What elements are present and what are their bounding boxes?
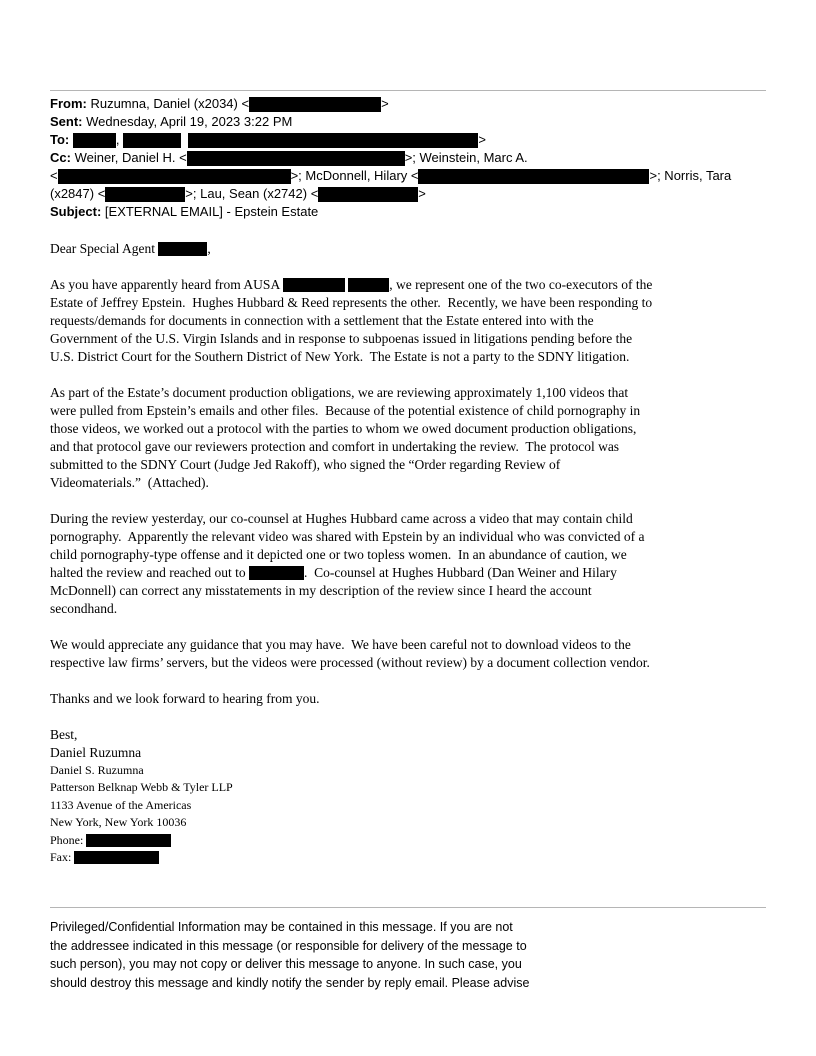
text-line: halted the review and reached out to . Co-counsel at Hughes Hubbard (Dan Weiner and Hilary: [50, 565, 617, 580]
text-line: submitted to the SDNY Court (Judge Jed Rakoff), who signed the “Order regarding Review of: [50, 457, 561, 472]
redaction-bar: [105, 187, 185, 202]
paragraph-5: [50, 690, 816, 708]
text-line: secondhand.: [50, 601, 118, 616]
text-line: 1133 Avenue of the Americas: [50, 797, 192, 812]
redaction-bar: [249, 97, 381, 112]
text-line: Fax:: [50, 849, 816, 866]
text-line: Patterson Belknap Webb & Tyler LLP: [50, 780, 233, 795]
text-line: New York, New York 10036: [50, 815, 187, 830]
text-line: As you have apparently heard from AUSA , we represent one of the two co-executors of the: [50, 277, 653, 292]
signature-block: [50, 762, 816, 866]
redaction-bar: [74, 851, 159, 864]
redaction-bar: [86, 834, 171, 847]
text-line: pornography. Apparently the relevant video was shared with Epstein by an individual who was convicted of a: [50, 529, 645, 544]
paragraph-4: [50, 636, 816, 672]
text-line: To: , >: [50, 132, 486, 147]
text-line: Thanks and we look forward to hearing from you.: [50, 691, 320, 706]
text-line: Government of the U.S. Virgin Islands and in response to subpoenas issued in litigations pending before the: [50, 331, 633, 346]
text-line: U.S. District Court for the Southern District of New York. The Estate is not a party to the SDNY litigation.: [50, 349, 630, 364]
text-line: Cc: Weiner, Daniel H. < >; Weinstein, Marc A.: [50, 150, 528, 165]
text-line: such person), you may not copy or deliver this message to anyone. In such case, you: [50, 957, 522, 972]
text-line: McDonnell) can correct any misstatements in my description of the review since I heard the account: [50, 583, 592, 598]
redaction-bar: [188, 133, 478, 148]
closing: [50, 726, 816, 762]
text-line: During the review yesterday, our co-counsel at Hughes Hubbard came across a video that may contain child: [50, 511, 633, 526]
paragraph-1: [50, 276, 816, 366]
redaction-bar: [58, 169, 291, 184]
text-line: child pornography-type offense and it depicted one or two topless women. In an abundance of caution, we: [50, 547, 627, 562]
redaction-bar: [187, 151, 405, 166]
field-label: Cc:: [50, 150, 71, 165]
redaction-bar: [123, 133, 181, 148]
text-line: Best,: [50, 727, 78, 742]
footer-disclaimer: [50, 918, 816, 992]
text-line: and that protocol gave our reviewers protection and comfort in undertaking the review. The protocol was: [50, 439, 620, 454]
redaction-bar: [348, 278, 389, 292]
text-line: Subject: [EXTERNAL EMAIL] - Epstein Estate: [50, 204, 319, 219]
text-line: We would appreciate any guidance that you may have. We have been careful not to download videos to the: [50, 637, 631, 652]
text-line: Sent: Wednesday, April 19, 2023 3:22 PM: [50, 114, 293, 129]
text-line: should destroy this message and kindly notify the sender by reply email. Please advise: [50, 975, 530, 990]
paragraph-3: [50, 510, 816, 618]
text-line: Daniel S. Ruzumna: [50, 763, 144, 777]
text-line: As part of the Estate’s document production obligations, we are reviewing approximately 1,100 videos that: [50, 385, 629, 400]
salutation: [50, 240, 816, 258]
text-line: were pulled from Epstein’s emails and other files. Because of the potential existence of child pornography in: [50, 403, 641, 418]
text-line: < >; McDonnell, Hilary < >; Norris, Tara: [50, 168, 732, 183]
email-body: [50, 240, 816, 866]
text-line: Daniel Ruzumna: [50, 745, 142, 760]
text-line: Videomaterials.” (Attached).: [50, 475, 209, 490]
email-header: [50, 95, 816, 221]
field-label: To:: [50, 132, 70, 147]
text-line: requests/demands for documents in connection with a settlement that the Estate entered into with the: [50, 313, 594, 328]
text-line: the addressee indicated in this message (or responsible for delivery of the message to: [50, 938, 527, 953]
field-label: Sent:: [50, 114, 83, 129]
text-line: respective law firms’ servers, but the videos were processed (without review) by a document collection vendor.: [50, 655, 650, 670]
redaction-bar: [73, 133, 116, 148]
text-line: those videos, we worked out a protocol with the parties to whom we owed document production obligations,: [50, 421, 637, 436]
redaction-bar: [318, 187, 418, 202]
footer-rule: [50, 907, 766, 908]
text-line: Estate of Jeffrey Epstein. Hughes Hubbard & Reed represents the other. Recently, we have been responding to: [50, 295, 653, 310]
field-label: Subject:: [50, 204, 102, 219]
text-line: Dear Special Agent ,: [50, 241, 211, 256]
redaction-bar: [418, 169, 649, 184]
redaction-bar: [283, 278, 345, 292]
text-line: From: Ruzumna, Daniel (x2034) < >: [50, 96, 389, 111]
redaction-bar: [249, 566, 304, 580]
field-label: From:: [50, 96, 87, 111]
text-line: Phone:: [50, 832, 816, 849]
paragraph-2: [50, 384, 816, 492]
text-line: (x2847) < >; Lau, Sean (x2742) < >: [50, 186, 426, 201]
header-top-rule: [50, 90, 766, 91]
text-line: Privileged/Confidential Information may be contained in this message. If you are not: [50, 920, 513, 935]
redaction-bar: [158, 242, 207, 256]
